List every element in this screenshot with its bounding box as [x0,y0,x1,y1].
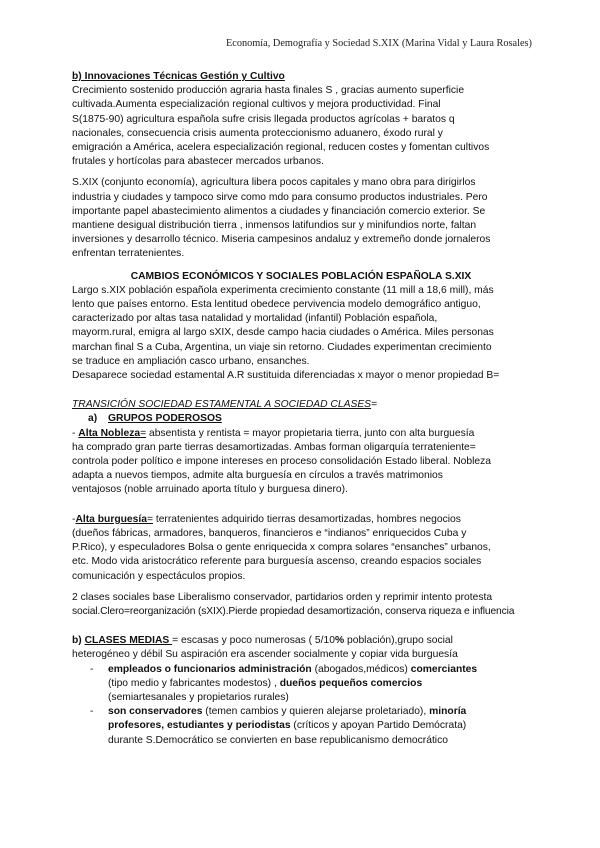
text-line: cultivada.Aumenta especialización regional cultivos y mejora productividad. Final [72,99,441,111]
text-line: -Alta burguesía= terratenientes adquirido tierras desamortizadas, hombres negocios [72,513,461,525]
document-body [72,70,530,748]
text-line: ventajosos (noble arruinado aporta título y burguesa dinero). [72,484,348,496]
section-title-cambios: CAMBIOS ECONÓMICOS Y SOCIALES POBLACIÓN ESPAÑOLA S.XIX [130,270,472,282]
text-line: mantiene desigual distribución tierra , inmensos latifundios sur y minifundios norte, faltan [72,220,477,232]
paragraph-poblacion [72,284,530,383]
text-line: Desaparece sociedad estamental A.R sustituida diferenciadas x mayor o menor propiedad B= [72,370,500,382]
text-line: se traduce en ampliación casco urbano, ensanches. [72,355,310,367]
text-line: Largo s.XIX población española experimenta crecimiento constante (11 mill a 18,6 mill), más [72,284,494,296]
list-item: - empleados o funcionarios administración (abogados,médicos) comerciantes (tipo medio y fabricantes modestos) , dueños pequeños comercios (semiartesanales y propietarios rurales) [90,663,478,703]
paragraph-alta-burguesia [72,513,530,584]
text-line: lento que países entorno. Esta lentitud obedece pervivencia modelo demográfico antiguo, [72,299,481,311]
text-line: mayorm.rural, emigra al largo sXIX, desde campo hacia ciudades o América. Miles personas [72,327,494,339]
paragraph-clases-medias [72,634,530,748]
dash-bullet: - [90,663,94,675]
term-alta-burguesia: Alta burguesía [75,513,147,525]
text-line: nacionales, consecuencia crisis aumenta proteccionismo aduanero, éxodo rural y [72,127,443,139]
text-line: ha comprado gran parte tierras desamortizadas. Ambas forman oligarquía terrateniente= [72,441,476,453]
subsection-grupos-poderosos: a) GRUPOS PODEROSOS [88,413,222,425]
text-line: importante papel abastecimiento alimentos a ciudades y financiación comercio exterior. Se [72,205,486,217]
text-line: comunicación y espectáculos propios. [72,570,246,582]
paragraph-crecimiento [72,84,530,169]
text-line: P.Rico), y especuladores Bolsa o gente enriquecida x compra solares “ensanches” urbanos, [72,542,491,554]
paragraph-dos-clases [72,591,530,619]
text-line: marchan final S a Cuba, Argentina, un viaje sin retorno. Ciudades experimentan crecimiento [72,341,492,353]
list-item: - son conservadores (temen cambios y quieren alejarse proletariado), minoría profesores, estudiantes y periodistas (críticos y apoyan Partido Demócrata) durante S.Democrático se convierten en base republicanismo democrático [90,706,467,746]
text-line: controla poder político e impone intereses en proceso consolidación Estado liberal. Nobleza [72,456,491,468]
text-line: b) CLASES MEDIAS = escasas y poco numerosas ( 5/10% población),grupo social [72,635,453,647]
text-line: social.Clero=reorganización (sXIX).Pierde propiedad desamortización, conserva riqueza e influencia [72,605,515,617]
text-line: inversiones y desarrollo técnico. Miseria campesinos andaluz y extremeño donde jornaleros [72,234,491,246]
text-line: adapta a nuevos tiempos, admite alta burguesía en círculos a través matrimonios [72,470,443,482]
text-line: emigración a América, acelera especialización regional, reducen costes y fomentan cultivos [72,142,490,154]
text-line: S.XIX (conjunto economía), agricultura libera pocos capitales y mano obra para dirigirlos [72,177,476,189]
text-line: - Alta Nobleza= absentista y rentista = mayor propietaria tierra, junto con alta burguesía [72,427,475,439]
text-line: enfrentan terratenientes. [72,248,185,260]
section-title-transicion: TRANSICIÓN SOCIEDAD ESTAMENTAL A SOCIEDAD CLASES= [72,399,378,411]
text-line: industria y ciudades y tampoco sirve como mdo para consumo productos industriales. Pero [72,191,488,203]
section-heading-innovaciones: b) Innovaciones Técnicas Gestión y Cultivo [72,71,285,82]
text-line: heterogéneo y débil Su aspiración era ascender socialmente y copiar vida burguesía [72,649,458,661]
text-line: Crecimiento sostenido producción agraria hasta finales S , gracias aumento superficie [72,85,465,97]
text-line: etc. Modo vida aristocrático referente para burguesía ascenso, creando espacios sociales [72,556,482,568]
clases-medias-list [72,663,530,748]
term-clases-medias: CLASES MEDIAS [84,635,173,647]
paragraph-sxix-agricultura [72,176,530,261]
paragraph-alta-nobleza [72,427,530,498]
text-line: frutales y hortícolas para abastecer mercados urbanos. [72,156,324,168]
page-header: Economía, Demografía y Sociedad S.XIX (Marina Vidal y Laura Rosales) [225,38,532,49]
dash-bullet: - [90,706,94,718]
text-line: caracterizado por altas tasa natalidad y mortalidad (infantil) Población española, [72,313,438,325]
text-line: 2 clases sociales base Liberalismo conservador, partidarios orden y reprimir intento protesta [72,591,493,603]
term-alta-nobleza: Alta Nobleza [78,427,141,439]
text-line: S(1875-90) agricultura española sufre crisis llegada productos agrícolas + baratos q [72,113,455,125]
text-line: (dueños fábricas, armadores, banqueros, financieros e “indianos” enriquecidos Cuba y [72,527,467,539]
